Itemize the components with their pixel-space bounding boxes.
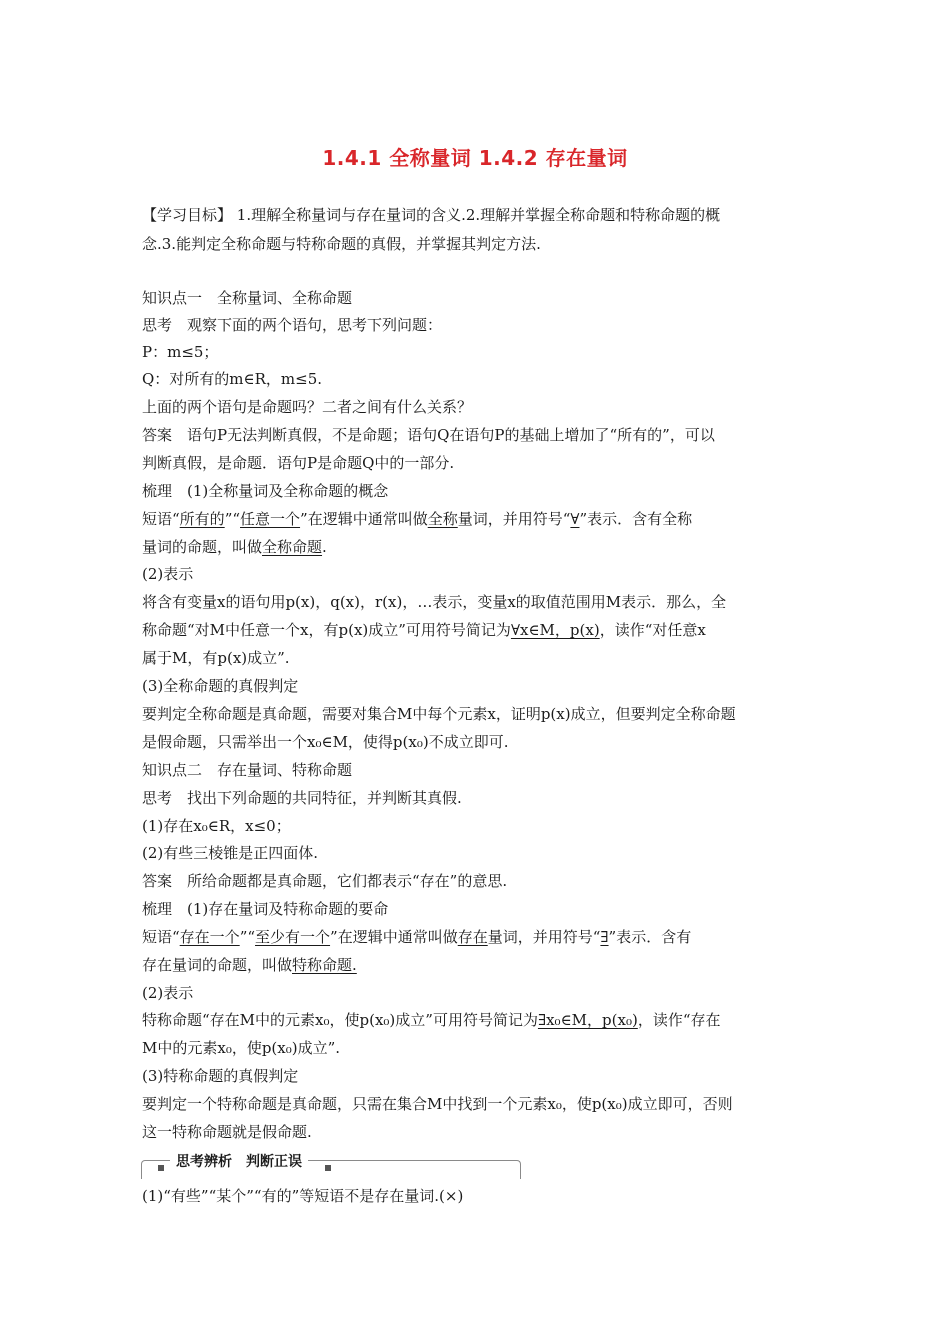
kp1-think: 思考 观察下面的两个语句，思考下列问题： bbox=[142, 316, 443, 334]
discussion-box-title: 思考辨析 判断正误 bbox=[170, 1152, 308, 1172]
objectives-line-1: 【学习目标】 1.理解全称量词与存在量词的含义.2.理解并掌握全称命题和特称命题的概 bbox=[142, 206, 721, 224]
kp1-sort-1: 梳理 (1)全称量词及全称命题的概念 bbox=[142, 482, 389, 500]
box-left-marker-icon bbox=[158, 1165, 164, 1171]
kp1-heading: 知识点一 全称量词、全称命题 bbox=[142, 289, 353, 307]
kp2-think: 思考 找出下列命题的共同特征，并判断其真假. bbox=[142, 789, 462, 807]
kp2-answer: 答案 所给命题都是真命题，它们都表示“存在”的意思. bbox=[142, 872, 508, 890]
objectives-line-2: 念.3.能判定全称命题与特称命题的真假，并掌握其判定方法. bbox=[142, 235, 541, 253]
kp1-definition-1: 短语“所有的”“任意一个”在逻辑中通常叫做全称量词，并用符号“∀”表示．含有全称 bbox=[142, 510, 693, 528]
kp2-truth-1: 要判定一个特称命题是真命题，只需在集合M中找到一个元素x₀，使p(x₀)成立即可，否则 bbox=[142, 1095, 733, 1113]
kp1-p: P：m≤5； bbox=[142, 343, 219, 361]
kp1-representation-heading: (2)表示 bbox=[142, 565, 194, 583]
kp1-q: Q：对所有的m∈R，m≤5. bbox=[142, 370, 323, 388]
kp2-item-2: (2)有些三棱锥是正四面体. bbox=[142, 844, 319, 862]
page-title: 1.4.1 全称量词 1.4.2 存在量词 bbox=[322, 146, 628, 170]
kp2-definition-1: 短语“存在一个”“至少有一个”在逻辑中通常叫做存在量词，并用符号“∃”表示．含有 bbox=[142, 928, 692, 946]
kp1-truth-heading: (3)全称命题的真假判定 bbox=[142, 677, 299, 695]
kp1-truth-2: 是假命题，只需举出一个x₀∈M，使得p(x₀)不成立即可. bbox=[142, 733, 509, 751]
kp1-representation-1: 将含有变量x的语句用p(x)，q(x)，r(x)，…表示，变量x的取值范围用M表示．那么，全 bbox=[142, 593, 727, 611]
kp1-answer-2: 判断真假，是命题．语句P是命题Q中的一部分. bbox=[142, 454, 455, 472]
kp2-truth-2: 这一特称命题就是假命题. bbox=[142, 1123, 312, 1141]
kp1-representation-2: 称命题“对M中任意一个x，有p(x)成立”可用符号简记为∀x∈M，p(x)，读作“对任意x bbox=[142, 621, 706, 639]
kp1-definition-2: 量词的命题，叫做全称命题. bbox=[142, 538, 327, 556]
kp2-definition-2: 存在量词的命题，叫做特称命题. bbox=[142, 956, 357, 974]
kp1-question: 上面的两个语句是命题吗？二者之间有什么关系？ bbox=[142, 398, 473, 416]
kp1-representation-3: 属于M，有p(x)成立”. bbox=[142, 649, 290, 667]
box-right-marker-icon bbox=[325, 1165, 331, 1171]
kp1-answer-1: 答案 语句P无法判断真假，不是命题；语句Q在语句P的基础上增加了“所有的”，可以 bbox=[142, 426, 715, 444]
kp2-representation-heading: (2)表示 bbox=[142, 984, 194, 1002]
kp2-item-1: (1)存在x₀∈R，x≤0； bbox=[142, 817, 291, 835]
kp2-representation-2: M中的元素x₀，使p(x₀)成立”. bbox=[142, 1039, 341, 1057]
objectives-label: 【学习目标】 bbox=[142, 206, 233, 224]
kp2-truth-heading: (3)特称命题的真假判定 bbox=[142, 1067, 299, 1085]
kp2-sort-1: 梳理 (1)存在量词及特称命题的要命 bbox=[142, 900, 389, 918]
kp2-representation-1: 特称命题“存在M中的元素x₀，使p(x₀)成立”可用符号简记为∃x₀∈M，p(x₀)，读作“存在 bbox=[142, 1011, 721, 1029]
kp2-heading: 知识点二 存在量词、特称命题 bbox=[142, 761, 353, 779]
discussion-item-1: (1)“有些”“某个”“有的”等短语不是存在量词.(×) bbox=[142, 1187, 464, 1205]
kp1-truth-1: 要判定全称命题是真命题，需要对集合M中每个元素x，证明p(x)成立，但要判定全称命题 bbox=[142, 705, 736, 723]
